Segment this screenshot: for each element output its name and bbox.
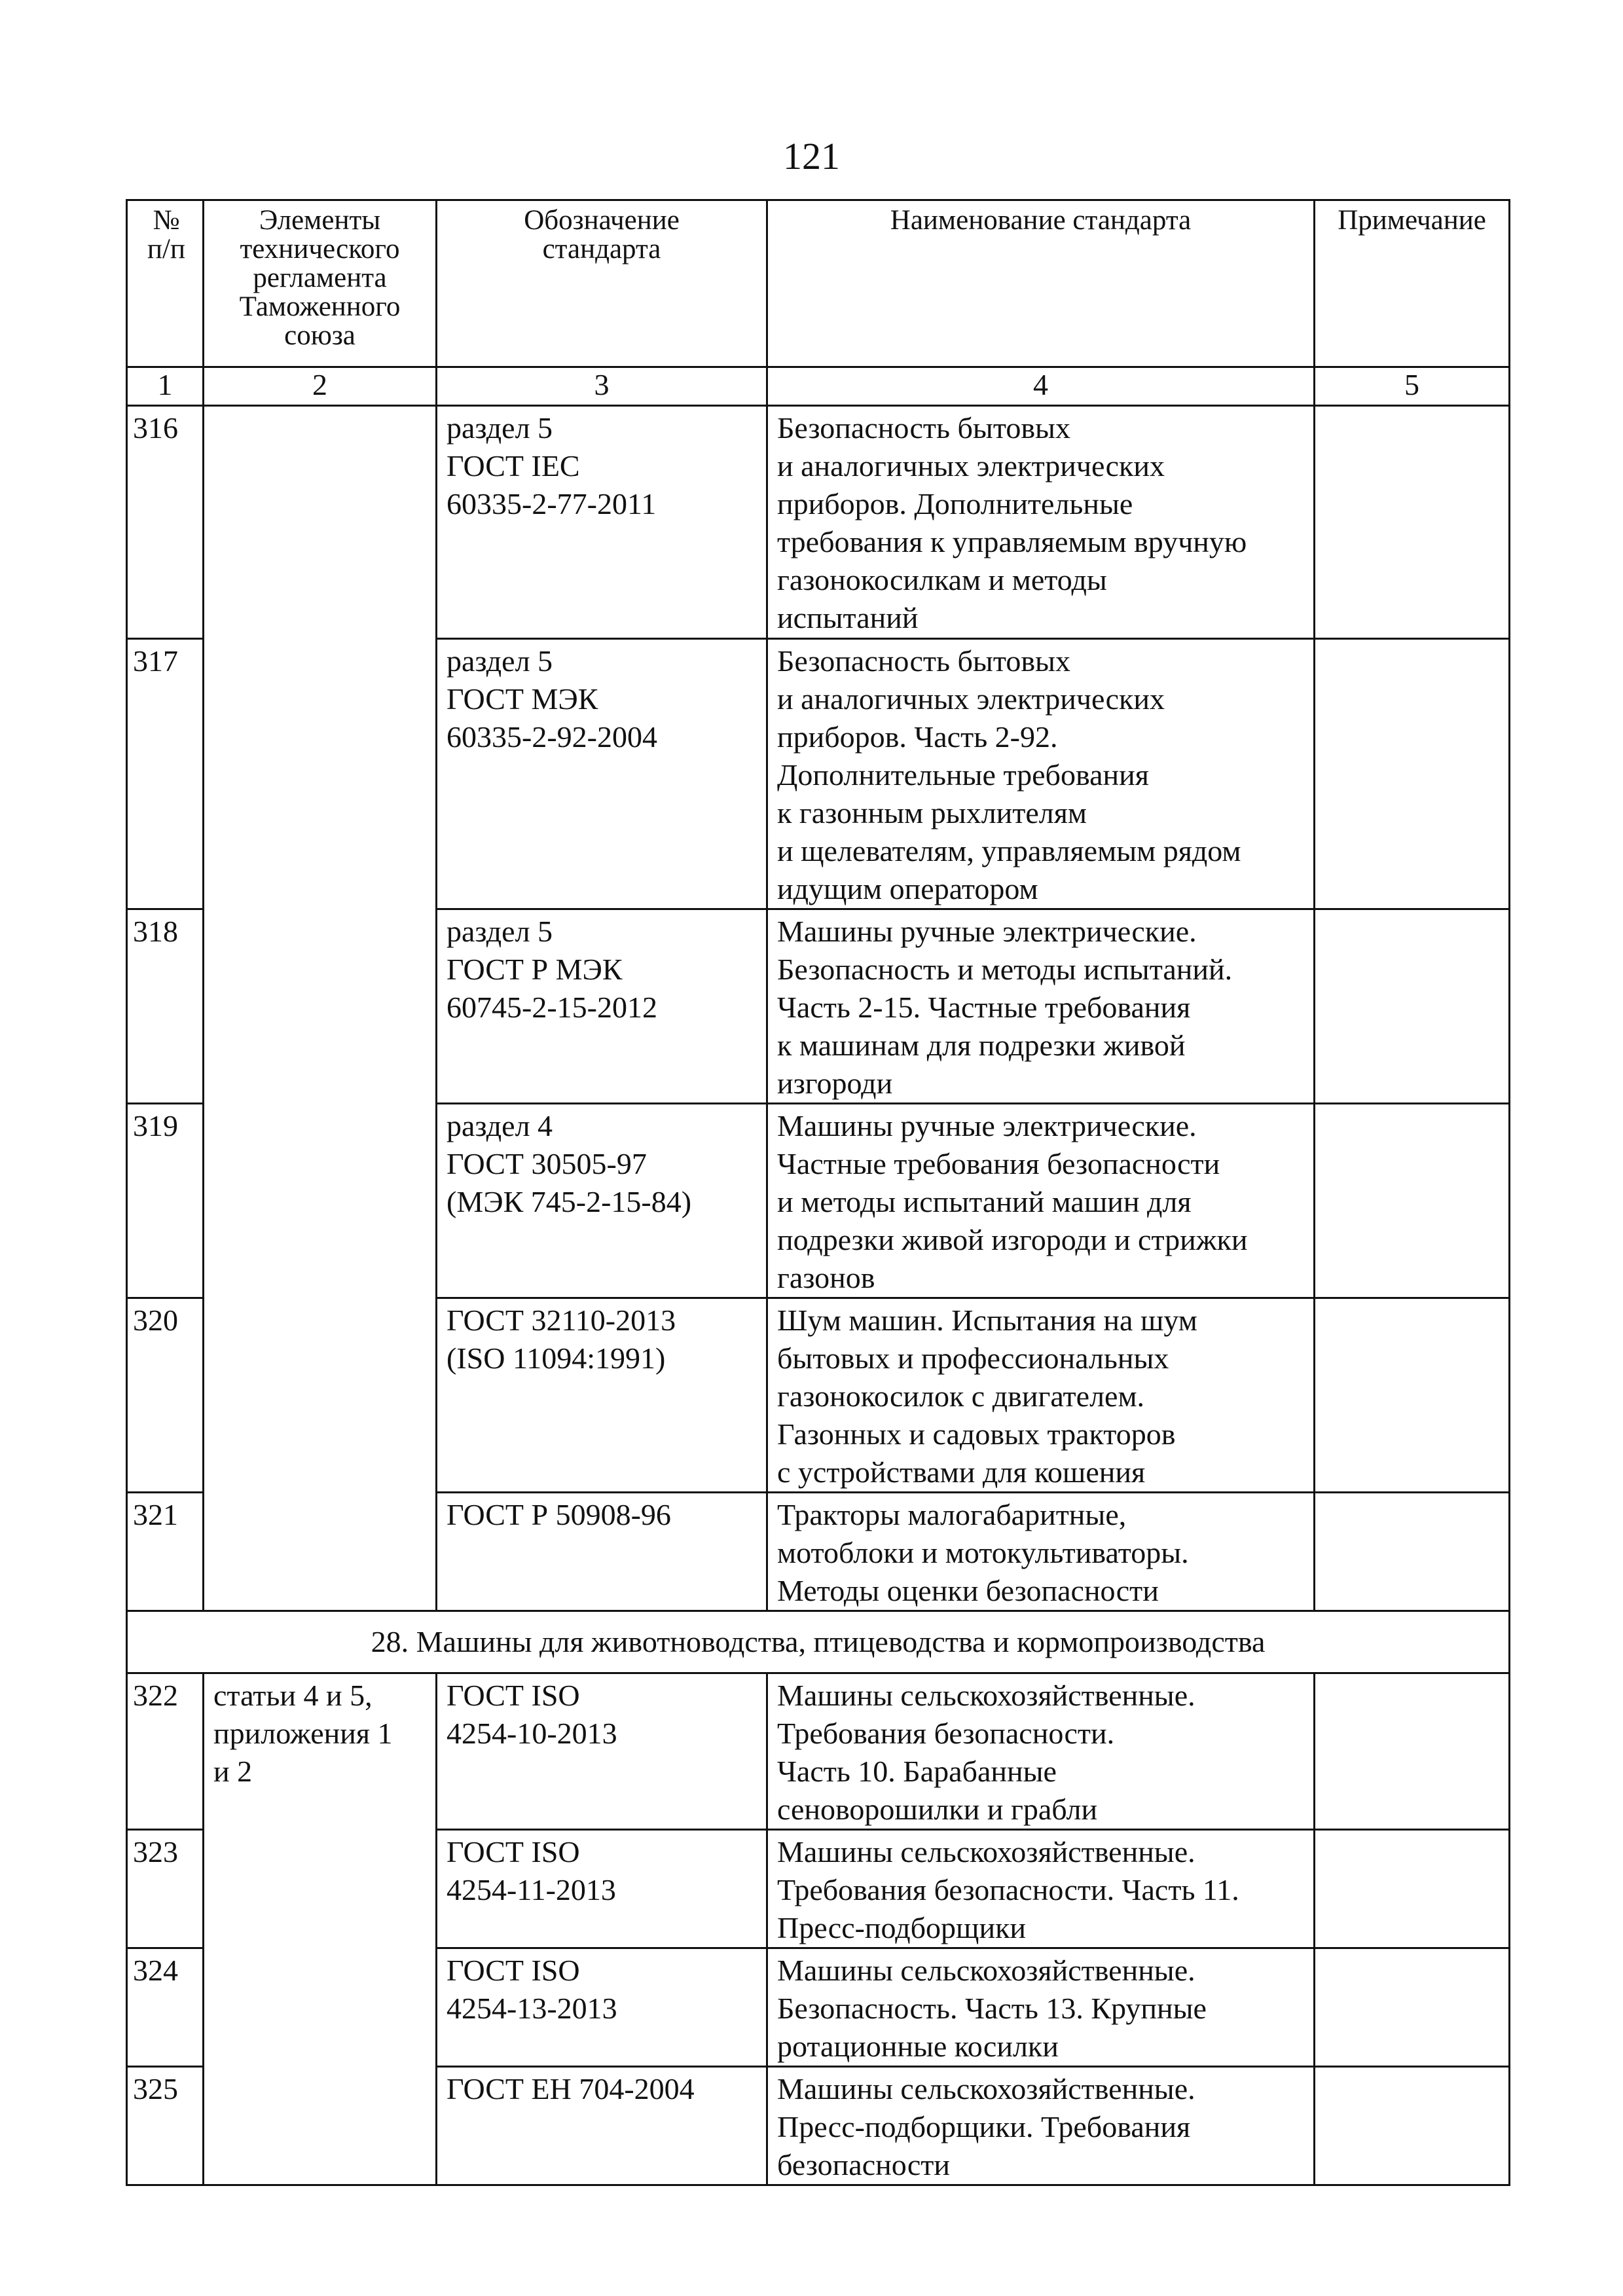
column-number: 2: [204, 367, 437, 406]
header-number: № п/п: [127, 200, 204, 367]
row-designation: раздел 5 ГОСТ Р МЭК 60745-2-15-2012: [437, 909, 767, 1104]
column-number: 1: [127, 367, 204, 406]
column-number: 5: [1315, 367, 1510, 406]
row-note: [1315, 1493, 1510, 1611]
row-note: [1315, 1673, 1510, 1830]
row-name: Машины сельскохозяйственные. Пресс-подборщики. Требования безопасности: [767, 2067, 1315, 2185]
row-number: 324: [127, 1948, 204, 2067]
row-number: 316: [127, 406, 204, 639]
header-note: Примечание: [1315, 200, 1510, 367]
section-row: [127, 1611, 1510, 1673]
row-name: Безопасность бытовых и аналогичных электрических приборов. Дополнительные требования к управляемым вручную газонокосилкам и методы испытаний: [767, 406, 1315, 639]
row-note: [1315, 639, 1510, 909]
row-designation: раздел 5 ГОСТ IEC 60335-2-77-2011: [437, 406, 767, 639]
table-row: [127, 1673, 1510, 1830]
row-name: Машины ручные электрические. Частные требования безопасности и методы испытаний машин для подрезки живой изгороди и стрижки газонов: [767, 1104, 1315, 1298]
row-name: Тракторы малогабаритные, мотоблоки и мотокультиваторы. Методы оценки безопасности: [767, 1493, 1315, 1611]
row-elements: [204, 406, 437, 1611]
row-note: [1315, 1948, 1510, 2067]
row-elements: статьи 4 и 5, приложения 1 и 2: [204, 1673, 437, 2185]
row-number: 319: [127, 1104, 204, 1298]
header-elements: Элементы технического регламента Таможенного союза: [204, 200, 437, 367]
row-note: [1315, 1298, 1510, 1493]
row-number: 317: [127, 639, 204, 909]
row-designation: ГОСТ 32110-2013 (ISO 11094:1991): [437, 1298, 767, 1493]
header-row: [127, 200, 1510, 367]
row-note: [1315, 909, 1510, 1104]
row-designation: ГОСТ ISO 4254-10-2013: [437, 1673, 767, 1830]
row-designation: ГОСТ ЕН 704-2004: [437, 2067, 767, 2185]
row-designation: ГОСТ ISO 4254-13-2013: [437, 1948, 767, 2067]
row-name: Шум машин. Испытания на шум бытовых и профессиональных газонокосилок с двигателем. Газонных и садовых тракторов с устройствами для кошения: [767, 1298, 1315, 1493]
column-number: 4: [767, 367, 1315, 406]
row-designation: ГОСТ ISO 4254-11-2013: [437, 1830, 767, 1948]
row-name: Машины сельскохозяйственные. Безопасность. Часть 13. Крупные ротационные косилки: [767, 1948, 1315, 2067]
row-number: 322: [127, 1673, 204, 1830]
row-number: 323: [127, 1830, 204, 1948]
page-number: 121: [783, 135, 840, 177]
column-number: 3: [437, 367, 767, 406]
row-number: 320: [127, 1298, 204, 1493]
row-note: [1315, 1104, 1510, 1298]
row-designation: раздел 4 ГОСТ 30505-97 (МЭК 745-2-15-84): [437, 1104, 767, 1298]
header-name: Наименование стандарта: [767, 200, 1315, 367]
row-name: Машины сельскохозяйственные. Требования безопасности. Часть 11. Пресс-подборщики: [767, 1830, 1315, 1948]
row-number: 321: [127, 1493, 204, 1611]
row-name: Машины сельскохозяйственные. Требования безопасности. Часть 10. Барабанные сеноворошилки и грабли: [767, 1673, 1315, 1830]
row-name: Машины ручные электрические. Безопасность и методы испытаний. Часть 2-15. Частные требования к машинам для подрезки живой изгороди: [767, 909, 1315, 1104]
header-designation: Обозначение стандарта: [437, 200, 767, 367]
row-number: 318: [127, 909, 204, 1104]
row-note: [1315, 406, 1510, 639]
row-note: [1315, 1830, 1510, 1948]
table-row: [127, 406, 1510, 639]
row-designation: раздел 5 ГОСТ МЭК 60335-2-92-2004: [437, 639, 767, 909]
row-number: 325: [127, 2067, 204, 2185]
row-name: Безопасность бытовых и аналогичных электрических приборов. Часть 2-92. Дополнительные требования к газонным рыхлителям и щелевателям, управляемым рядом идущим оператором: [767, 639, 1315, 909]
row-note: [1315, 2067, 1510, 2185]
column-number-row: [127, 367, 1510, 406]
standards-table: [126, 199, 1510, 2186]
row-designation: ГОСТ Р 50908-96: [437, 1493, 767, 1611]
section-title: 28. Машины для животноводства, птицеводства и кормопроизводства: [127, 1611, 1510, 1673]
